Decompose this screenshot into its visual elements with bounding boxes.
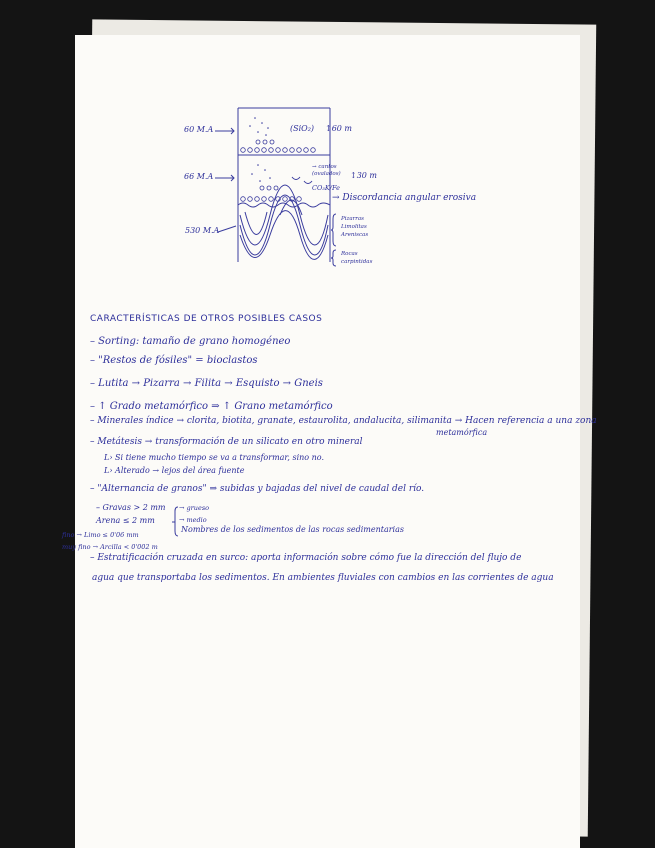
lithology-pizarras: Pizarras [341,216,364,222]
note-line: metamórfica [436,428,488,437]
note-line: – "Restos de fósiles" = bioclastos [90,355,258,366]
note-line: – Gravas > 2 mm [96,503,166,512]
mid-layer-thickness: ↕30 m [350,171,378,180]
top-layer-thickness: ↕60 m [325,124,353,133]
note-line: Nombres de los sedimentos de las rocas sedimentarias [181,525,404,534]
lithology-rocas: Rocas [341,251,358,257]
note-line: – Minerales índice → clorita, biotita, granate, estaurolita, andalucita, silimanita → Hacen referencia a una zona [90,416,597,426]
note-line: – "Alternancia de granos" ⇒ subidas y bajadas del nivel de caudal del río. [90,484,425,494]
note-line: fino → Limo ≤ 0'06 mm [62,531,139,539]
age-label-530: 530 M.A [185,226,220,235]
cantos-label: → cantos (ovalados) [312,164,341,177]
note-line: Arena ≤ 2 mm [96,516,155,525]
note-line: – Lutita → Pizarra → Filita → Esquisto → Gneis [90,378,323,389]
lithology-areniscas: Areniscas [341,232,369,238]
note-line: L› Alterado → lejos del área fuente [104,466,245,475]
note-line: agua que transportaba los sedimentos. En ambientes fluviales con cambios en las corrientes de agua [92,573,554,583]
age-label-60: 60 M.A [184,125,214,134]
note-line: – ↑ Grado metamórfico ⇒ ↑ Grano metamórfico [90,401,333,412]
silica-layer-label: (SiO₂) [290,124,315,133]
lithology-limolitas: Limolitas [341,224,367,230]
note-line: → medio [179,516,207,524]
note-line: – Sorting: tamaño de grano homogéneo [90,336,291,347]
age-label-66: 66 M.A [184,172,214,181]
unconformity-label: → Discordancia angular erosiva [332,193,477,203]
note-line: – Estratificación cruzada en surco: aporta información sobre cómo fue la dirección del flujo de [90,553,522,563]
carbonate-label: CO₃K/Fe [312,184,340,192]
note-line: – Metátesis → transformación de un silicato en otro mineral [90,437,363,447]
notes-heading: CARACTERÍSTICAS DE OTROS POSIBLES CASOS [90,314,323,324]
lithology-carpintidas: carpintidas [341,259,373,265]
note-line: muy fino → Arcilla < 0'002 m [62,543,158,551]
note-line: → grueso [179,504,210,512]
note-line: L› Si tiene mucho tiempo se va a transformar, sino no. [104,453,325,462]
